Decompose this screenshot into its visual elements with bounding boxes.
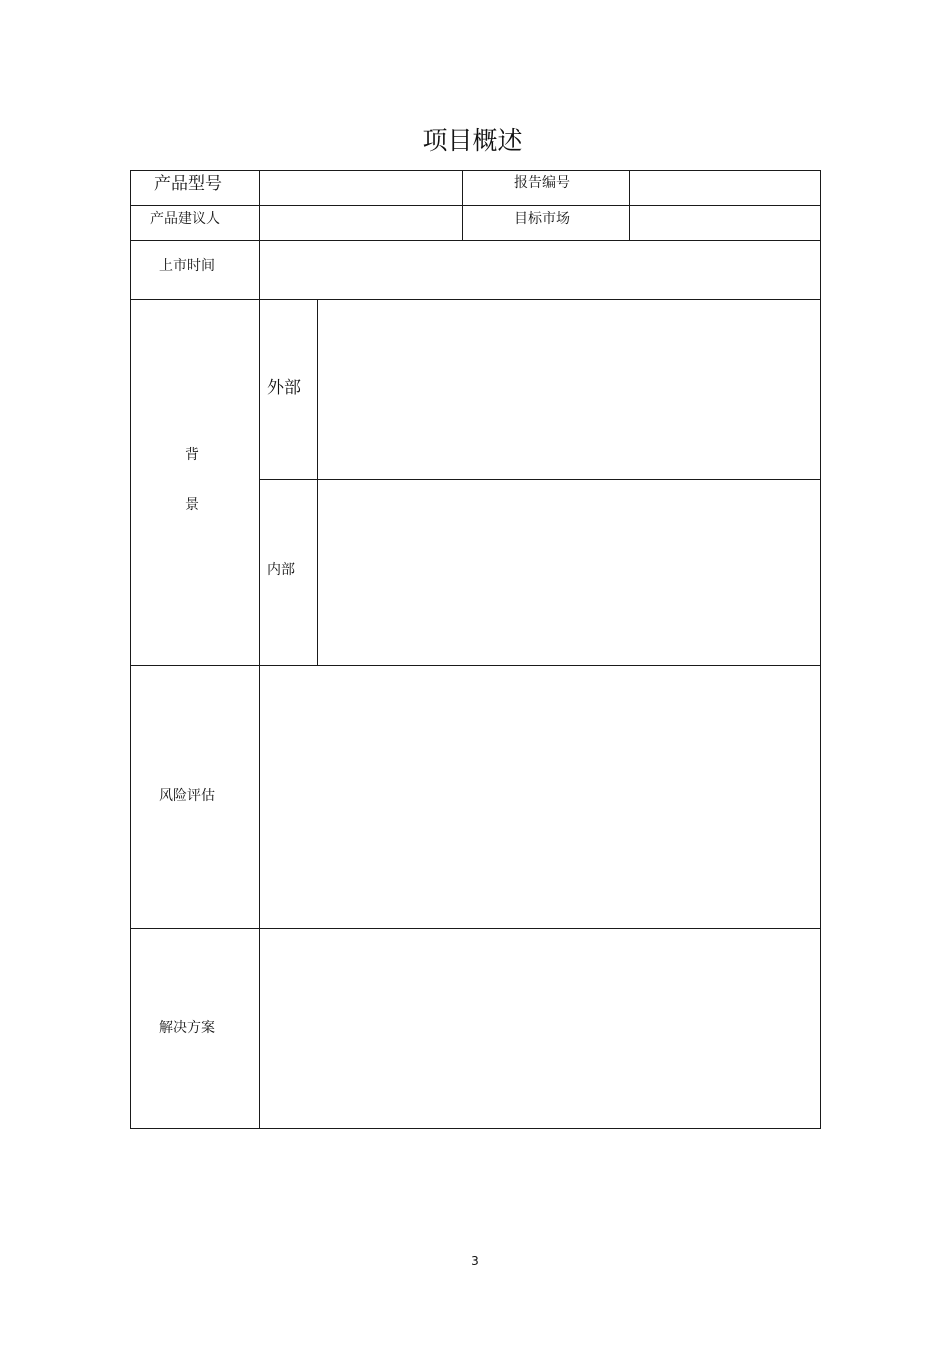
proposer-label: 产品建议人 (150, 211, 220, 227)
background-label-line-2: 景 (185, 497, 199, 513)
solution-field[interactable] (260, 929, 820, 1128)
page-number: 3 (471, 1254, 479, 1268)
page-title: 项目概述 (422, 126, 523, 155)
launch-time-label: 上市时间 (159, 258, 215, 274)
background-label-line-1: 背 (185, 447, 199, 463)
external-background-field[interactable] (318, 300, 820, 479)
table-bottom-border (130, 1128, 821, 1129)
internal-label: 内部 (267, 562, 295, 578)
table-left-border (130, 170, 131, 1129)
report-number-field[interactable] (630, 171, 820, 205)
product-model-field[interactable] (260, 171, 462, 205)
solution-label: 解决方案 (159, 1020, 215, 1036)
project-overview-form (130, 170, 821, 1129)
internal-background-field[interactable] (318, 480, 820, 665)
target-market-field[interactable] (630, 206, 820, 240)
proposer-field[interactable] (260, 206, 462, 240)
middle-column-divider (462, 170, 463, 241)
risk-assessment-label: 风险评估 (159, 788, 215, 804)
target-market-label: 目标市场 (514, 211, 570, 227)
report-number-label: 报告编号 (514, 175, 570, 191)
product-model-label: 产品型号 (154, 174, 222, 194)
table-right-border (820, 170, 821, 1129)
risk-assessment-field[interactable] (260, 666, 820, 928)
launch-time-field[interactable] (260, 241, 820, 299)
external-label: 外部 (267, 378, 301, 398)
